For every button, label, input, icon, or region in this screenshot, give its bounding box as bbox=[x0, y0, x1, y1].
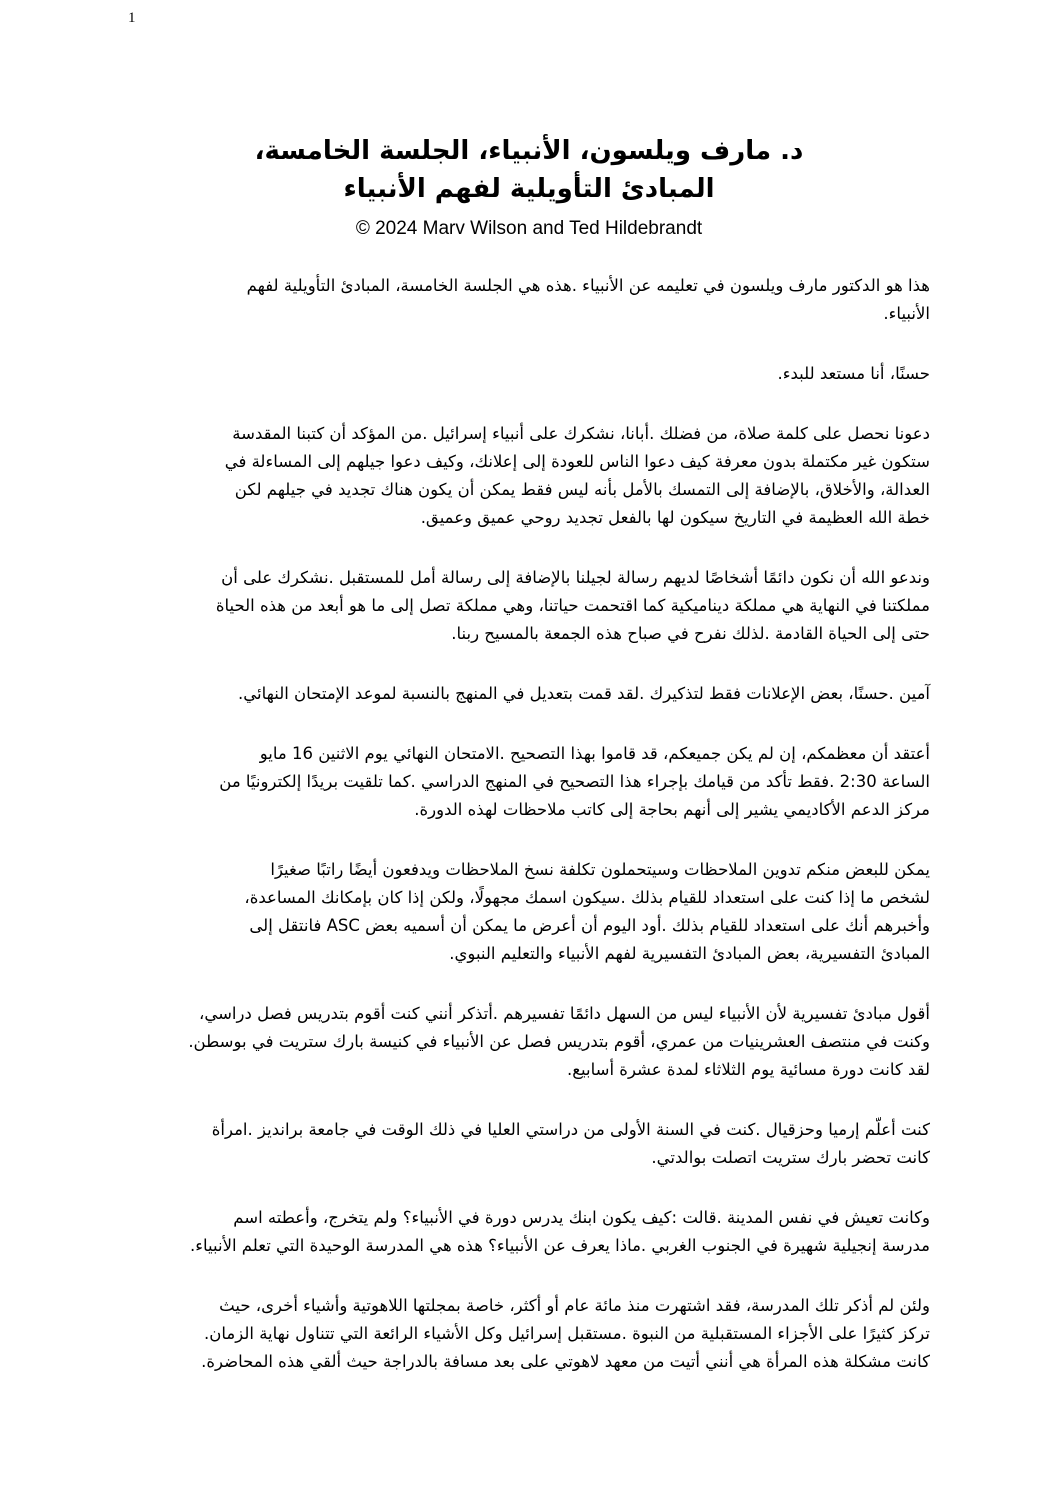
text-line: هذا هو الدكتور مارف ويلسون في تعليمه عن الأنبياء .هذه هي الجلسة الخامسة، المبادئ التأويلية لفهم bbox=[246, 276, 930, 295]
text-line: العدالة، والأخلاق، بالإضافة إلى التمسك بالأمل بأنه ليس فقط يمكن أن يكون هناك تجديد في جيلهم لكن bbox=[234, 480, 930, 499]
text-line: المبادئ التفسيرية، بعض المبادئ التفسيرية لفهم الأنبياء والتعليم النبوي. bbox=[449, 944, 930, 963]
text-line: حسنًا، أنا مستعد للبدء. bbox=[777, 364, 930, 383]
document-title: د. مارف ويلسون، الأنبياء، الجلسة الخامسة، bbox=[254, 136, 804, 166]
text-line: أعتقد أن معظمكم، إن لم يكن جميعكم، قد قاموا بهذا التصحيح .الامتحان النهائي يوم الاثنين 16 مايو bbox=[259, 744, 930, 763]
copyright-notice: © 2024 Marv Wilson and Ted Hildebrandt bbox=[355, 218, 703, 239]
text-line: آمين .حسنًا، بعض الإعلانات فقط لتذكيرك .لقد قمت بتعديل في المنهج بالنسبة لموعد الإمتحان النهائي. bbox=[238, 684, 930, 703]
text-line: ستكون غير مكتملة بدون معرفة كيف دعوا الناس للعودة إلى إعلانك، وكيف دعوا جيلهم إلى المساءلة في bbox=[224, 452, 930, 471]
text-line: خطة الله العظيمة في التاريخ سيكون لها بالفعل تجديد روحي عميق وعميق. bbox=[420, 508, 930, 527]
paragraph bbox=[130, 420, 930, 532]
text-line: وأخبرهم أنك على استعداد للقيام بذلك .أود اليوم أن أعرض ما يمكن أن أسميه بعض ASC فانتقل إلى bbox=[249, 916, 930, 935]
text-line: حتى إلى الحياة القادمة .لذلك نفرح في صباح هذه الجمعة بالمسيح ربنا. bbox=[451, 624, 930, 643]
text-line: تركز كثيرًا على الأجزاء المستقبلية من النبوة .مستقبل إسرائيل وكل الأشياء الرائعة التي تتناول نهاية الزمان. bbox=[204, 1324, 930, 1343]
paragraph bbox=[130, 564, 930, 648]
text-line: دعونا نحصل على كلمة صلاة، من فضلك .أبانا، نشكرك على أنبياء إسرائيل .من المؤكد أن كتبنا المقدسة bbox=[232, 424, 930, 443]
text-line: مركز الدعم الأكاديمي يشير إلى أنهم بحاجة إلى كاتب ملاحظات لهذه الدورة. bbox=[414, 800, 930, 819]
text-line: ولئن لم أذكر تلك المدرسة، فقد اشتهرت منذ مائة عام أو أكثر، خاصة بمجلتها اللاهوتية وأشياء أخرى، حيث bbox=[219, 1296, 930, 1315]
text-line: لشخص ما إذا كنت على استعداد للقيام بذلك .سيكون اسمك مجهولًا، ولكن إذا كان بإمكانك المساعدة، bbox=[244, 888, 930, 907]
text-line: وكنت في منتصف العشرينيات من عمري، أقوم بتدريس فصل عن الأنبياء في كنيسة بارك ستريت في بوسطن. bbox=[188, 1032, 930, 1051]
text-line: كانت مشكلة هذه المرأة هي أنني أتيت من معهد لاهوتي على بعد مسافة بالدراجة حيث ألقي هذه المحاضرة. bbox=[201, 1352, 930, 1371]
text-line: وكانت تعيش في نفس المدينة .قالت :كيف يكون ابنك يدرس دورة في الأنبياء؟ ولم يتخرج، وأعطته اسم bbox=[233, 1208, 930, 1227]
paragraph bbox=[130, 856, 930, 968]
paragraph bbox=[130, 680, 930, 708]
text-line: الأنبياء. bbox=[883, 304, 930, 323]
page-number: 1 bbox=[128, 10, 136, 26]
paragraph bbox=[130, 740, 930, 824]
paragraph bbox=[130, 1292, 930, 1376]
document-subtitle: المبادئ التأويلية لفهم الأنبياء bbox=[343, 174, 715, 204]
text-line: وندعو الله أن نكون دائمًا أشخاصًا لديهم رسالة لجيلنا بالإضافة إلى رسالة أمل للمستقبل .نشكرك على أن bbox=[221, 568, 930, 587]
paragraph bbox=[130, 272, 930, 328]
paragraph bbox=[130, 360, 930, 388]
paragraph bbox=[130, 1204, 930, 1260]
text-line: كانت تحضر بارك ستريت اتصلت بوالدتي. bbox=[651, 1148, 930, 1167]
text-line: أقول مبادئ تفسيرية لأن الأنبياء ليس من السهل دائمًا تفسيرهم .أتذكر أنني كنت أقوم بتدريس فصل دراسي، bbox=[199, 1004, 930, 1023]
text-line: مدرسة إنجيلية شهيرة في الجنوب الغربي .ماذا يعرف عن الأنبياء؟ هذه هي المدرسة الوحيدة التي تعلم الأنبياء. bbox=[189, 1236, 930, 1255]
text-line: يمكن للبعض منكم تدوين الملاحظات وسيتحملون تكلفة نسخ الملاحظات ويدفعون أيضًا راتبًا صغيرًا bbox=[270, 860, 930, 879]
paragraph bbox=[130, 1116, 930, 1172]
text-line: الساعة 2:30 .فقط تأكد من قيامك بإجراء هذا التصحيح في المنهج الدراسي .كما تلقيت بريدًا إلكترونيًا من bbox=[219, 772, 930, 791]
document-body bbox=[130, 272, 930, 1408]
text-line: كنت أعلّم إرميا وحزقيال .كنت في السنة الأولى من دراستي العليا في ذلك الوقت في جامعة برانديز .امرأة bbox=[211, 1120, 930, 1139]
paragraph bbox=[130, 1000, 930, 1084]
text-line: لقد كانت دورة مسائية يوم الثلاثاء لمدة عشرة أسابيع. bbox=[567, 1060, 930, 1079]
text-line: مملكتنا في النهاية هي مملكة ديناميكية كما اقتحمت حياتنا، وهي مملكة تصل إلى ما هو أبعد من هذه الحياة bbox=[215, 596, 930, 615]
